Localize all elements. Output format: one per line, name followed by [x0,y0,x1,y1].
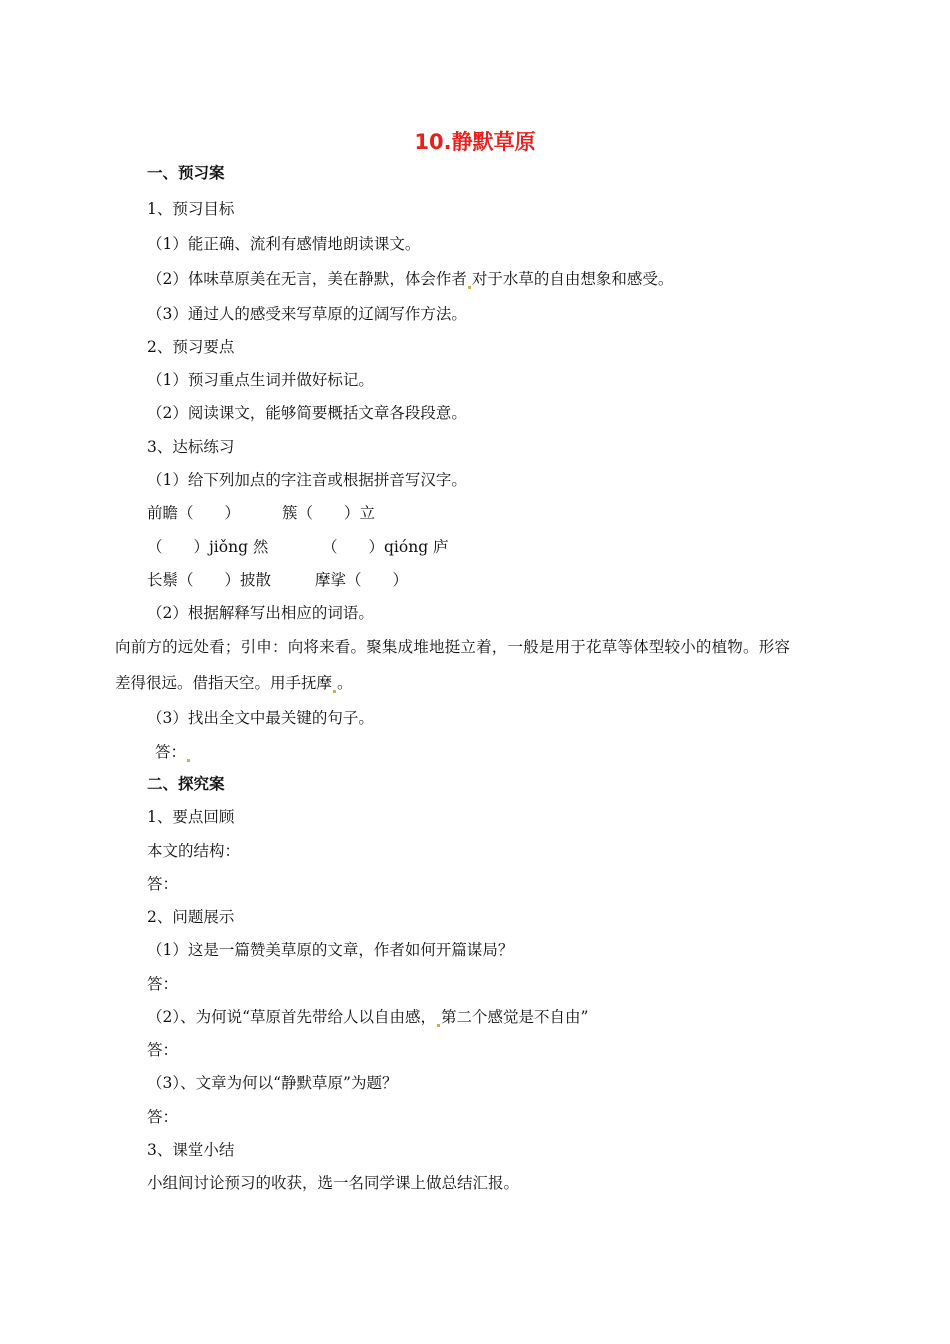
answer-label: 答： [155,743,187,761]
answer-line [155,742,191,762]
section-2-heading: 二、探究案 [147,775,225,793]
question-2 [147,1007,588,1027]
word-row-3a: 长鬃（ ）披散 [147,571,272,589]
goal-item-2 [147,269,673,289]
review-heading: 1、要点回顾 [147,808,235,826]
summary-text: 小组间讨论预习的收获，选一名同学课上做总结汇报。 [147,1174,520,1192]
questions-heading: 2、问题展示 [147,908,235,926]
definitions-line-2 [115,673,353,693]
question-1: （1）这是一篇赞美草原的文章，作者如何开篇谋局？ [147,941,514,959]
annotation-mark [437,1024,440,1027]
points-heading: 2、预习要点 [147,338,235,356]
annotation-mark [333,690,336,693]
practice-item-1: （1）给下列加点的字注音或根据拼音写汉字。 [147,471,467,489]
answer-label: 答： [147,1108,179,1126]
annotation-mark [187,759,190,762]
word-row-1a: 前瞻（ ） [147,504,241,522]
practice-item-3: （3）找出全文中最关键的句子。 [147,709,374,727]
question-3: （3）、文章为何以“静默草原”为题？ [147,1074,398,1092]
definitions-line-2-part2: 。 [337,674,353,692]
answer-label: 答： [147,975,179,993]
question-2-part2: 第二个感觉是不自由” [441,1008,589,1026]
word-row-2b: （ ）qióng 庐 [322,538,449,556]
answer-label: 答： [147,1041,179,1059]
goal-heading: 1、预习目标 [147,200,235,218]
word-row-3b: 摩挲（ ） [315,571,409,589]
definitions-line-1: 向前方的远处看；引申：向将来看。聚集成堆地挺立着，一般是用于花草等体型较小的植物。形容 [115,638,791,656]
practice-heading: 3、达标练习 [147,438,235,456]
annotation-mark [468,286,471,289]
goal-item-1: （1）能正确、流利有感情地朗读课文。 [147,235,421,253]
question-2-part1: （2）、为何说“草原首先带给人以自由感， [147,1008,437,1026]
points-item-2: （2）阅读课文，能够简要概括文章各段段意。 [147,404,467,422]
points-item-1: （1）预习重点生词并做好标记。 [147,371,374,389]
goal-item-2-part1: （2）体味草原美在无言，美在静默，体会作者 [147,270,467,288]
word-row-2a: （ ）jiǒng 然 [147,538,269,556]
goal-item-3: （3）通过人的感受来写草原的辽阔写作方法。 [147,305,467,323]
definitions-line-2-part1: 差得很远。借指天空。用手抚摩 [115,674,333,692]
answer-label: 答： [147,875,179,893]
structure-prompt: 本文的结构： [147,842,241,860]
section-1-heading: 一、预习案 [147,164,225,182]
practice-item-2: （2）根据解释写出相应的词语。 [147,604,374,622]
word-row-1b: 簇（ ）立 [282,504,376,522]
document-title: 10.静默草原 [414,130,536,154]
summary-heading: 3、课堂小结 [147,1141,235,1159]
goal-item-2-part2: 对于水草的自由想象和感受。 [471,270,674,288]
